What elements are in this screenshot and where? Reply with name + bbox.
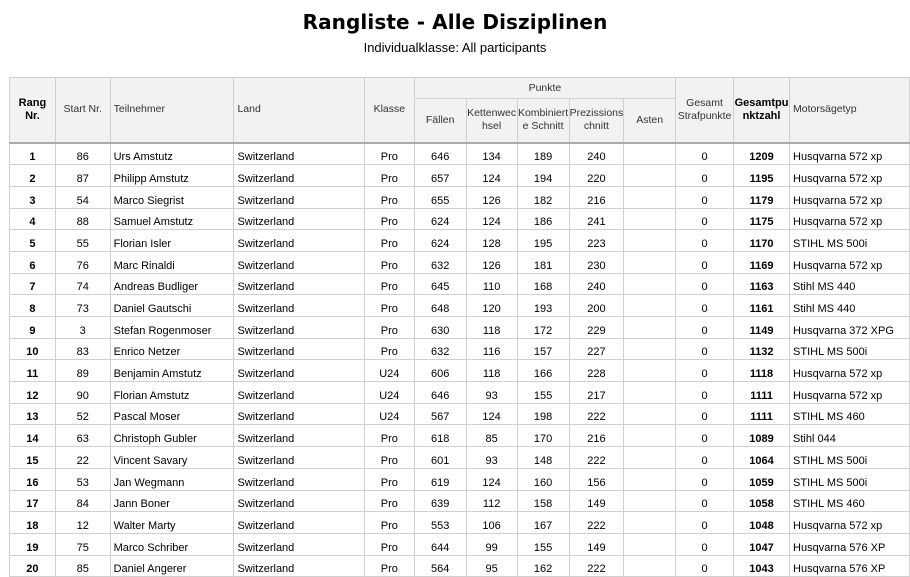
- cell-start-nr: 53: [55, 468, 110, 490]
- cell-land: Switzerland: [234, 295, 364, 317]
- cell-kettenwechsel: 134: [466, 143, 517, 165]
- cell-faellen: 632: [414, 338, 466, 360]
- cell-teilnehmer: Christoph Gubler: [110, 425, 234, 447]
- cell-teilnehmer: Jann Boner: [110, 490, 234, 512]
- cell-klasse: Pro: [364, 186, 414, 208]
- header-rang: Rang Nr.: [10, 78, 56, 143]
- cell-faellen: 567: [414, 403, 466, 425]
- cell-land: Switzerland: [234, 360, 364, 382]
- cell-asten: [624, 382, 676, 404]
- cell-start-nr: 83: [55, 338, 110, 360]
- cell-asten: [624, 490, 676, 512]
- cell-rang: 11: [10, 360, 56, 382]
- table-row: [10, 533, 910, 555]
- cell-teilnehmer: Daniel Angerer: [110, 555, 234, 577]
- cell-rang: 8: [10, 295, 56, 317]
- cell-rang: 20: [10, 555, 56, 577]
- cell-praezisionsschnitt: 240: [569, 273, 624, 295]
- cell-praezisionsschnitt: 220: [569, 165, 624, 187]
- cell-praezisionsschnitt: 217: [569, 382, 624, 404]
- header-land: Land: [234, 78, 364, 143]
- cell-klasse: Pro: [364, 512, 414, 534]
- cell-land: Switzerland: [234, 338, 364, 360]
- cell-klasse: Pro: [364, 338, 414, 360]
- cell-praezisionsschnitt: 241: [569, 208, 624, 230]
- cell-motorsaegetyp: STIHL MS 500i: [790, 447, 910, 469]
- cell-kettenwechsel: 116: [466, 338, 517, 360]
- cell-start-nr: 22: [55, 447, 110, 469]
- cell-kettenwechsel: 106: [466, 512, 517, 534]
- cell-start-nr: 55: [55, 230, 110, 252]
- table-row: [10, 555, 910, 577]
- cell-motorsaegetyp: Husqvarna 572 xp: [790, 186, 910, 208]
- cell-kombinierter-schnitt: 167: [517, 512, 569, 534]
- cell-teilnehmer: Vincent Savary: [110, 447, 234, 469]
- cell-kettenwechsel: 93: [466, 447, 517, 469]
- cell-kombinierter-schnitt: 148: [517, 447, 569, 469]
- cell-rang: 1: [10, 143, 56, 165]
- cell-strafpunkte: 0: [676, 425, 734, 447]
- table-row: [10, 468, 910, 490]
- cell-strafpunkte: 0: [676, 468, 734, 490]
- cell-strafpunkte: 0: [676, 533, 734, 555]
- cell-gesamtpunktzahl: 1195: [734, 165, 790, 187]
- cell-gesamtpunktzahl: 1064: [734, 447, 790, 469]
- cell-klasse: U24: [364, 403, 414, 425]
- cell-teilnehmer: Marco Siegrist: [110, 186, 234, 208]
- cell-klasse: Pro: [364, 447, 414, 469]
- cell-strafpunkte: 0: [676, 273, 734, 295]
- cell-praezisionsschnitt: 227: [569, 338, 624, 360]
- cell-kettenwechsel: 110: [466, 273, 517, 295]
- cell-asten: [624, 251, 676, 273]
- cell-land: Switzerland: [234, 403, 364, 425]
- cell-faellen: 645: [414, 273, 466, 295]
- table-row: [10, 403, 910, 425]
- table-row: [10, 512, 910, 534]
- cell-rang: 15: [10, 447, 56, 469]
- cell-kettenwechsel: 124: [466, 165, 517, 187]
- cell-klasse: Pro: [364, 230, 414, 252]
- cell-asten: [624, 143, 676, 165]
- cell-faellen: 639: [414, 490, 466, 512]
- cell-gesamtpunktzahl: 1161: [734, 295, 790, 317]
- cell-praezisionsschnitt: 228: [569, 360, 624, 382]
- cell-teilnehmer: Pascal Moser: [110, 403, 234, 425]
- cell-praezisionsschnitt: 229: [569, 317, 624, 339]
- cell-gesamtpunktzahl: 1169: [734, 251, 790, 273]
- cell-motorsaegetyp: Husqvarna 572 xp: [790, 251, 910, 273]
- cell-kombinierter-schnitt: 170: [517, 425, 569, 447]
- cell-faellen: 657: [414, 165, 466, 187]
- cell-land: Switzerland: [234, 186, 364, 208]
- cell-kombinierter-schnitt: 155: [517, 382, 569, 404]
- cell-land: Switzerland: [234, 251, 364, 273]
- cell-klasse: Pro: [364, 295, 414, 317]
- cell-strafpunkte: 0: [676, 338, 734, 360]
- cell-motorsaegetyp: Husqvarna 572 xp: [790, 208, 910, 230]
- cell-praezisionsschnitt: 156: [569, 468, 624, 490]
- cell-gesamtpunktzahl: 1059: [734, 468, 790, 490]
- cell-teilnehmer: Stefan Rogenmoser: [110, 317, 234, 339]
- cell-praezisionsschnitt: 223: [569, 230, 624, 252]
- cell-kettenwechsel: 124: [466, 468, 517, 490]
- cell-kettenwechsel: 95: [466, 555, 517, 577]
- cell-asten: [624, 360, 676, 382]
- cell-motorsaegetyp: Husqvarna 572 xp: [790, 165, 910, 187]
- cell-strafpunkte: 0: [676, 403, 734, 425]
- cell-klasse: Pro: [364, 208, 414, 230]
- cell-teilnehmer: Andreas Budliger: [110, 273, 234, 295]
- header-praezisionsschnitt: Prezissions chnitt: [569, 99, 624, 143]
- table-row: [10, 208, 910, 230]
- cell-kombinierter-schnitt: 157: [517, 338, 569, 360]
- cell-strafpunkte: 0: [676, 512, 734, 534]
- cell-strafpunkte: 0: [676, 208, 734, 230]
- cell-faellen: 624: [414, 230, 466, 252]
- cell-kombinierter-schnitt: 198: [517, 403, 569, 425]
- cell-asten: [624, 447, 676, 469]
- cell-motorsaegetyp: STIHL MS 500i: [790, 338, 910, 360]
- cell-start-nr: 73: [55, 295, 110, 317]
- cell-start-nr: 54: [55, 186, 110, 208]
- cell-asten: [624, 208, 676, 230]
- cell-gesamtpunktzahl: 1047: [734, 533, 790, 555]
- cell-faellen: 619: [414, 468, 466, 490]
- cell-kombinierter-schnitt: 194: [517, 165, 569, 187]
- cell-klasse: U24: [364, 382, 414, 404]
- cell-teilnehmer: Enrico Netzer: [110, 338, 234, 360]
- cell-rang: 14: [10, 425, 56, 447]
- cell-motorsaegetyp: Husqvarna 576 XP: [790, 533, 910, 555]
- cell-land: Switzerland: [234, 382, 364, 404]
- cell-asten: [624, 555, 676, 577]
- header-start-nr: Start Nr.: [55, 78, 110, 143]
- cell-kombinierter-schnitt: 162: [517, 555, 569, 577]
- cell-gesamtpunktzahl: 1048: [734, 512, 790, 534]
- cell-motorsaegetyp: Stihl MS 440: [790, 273, 910, 295]
- cell-kettenwechsel: 118: [466, 360, 517, 382]
- cell-kombinierter-schnitt: 195: [517, 230, 569, 252]
- cell-gesamtpunktzahl: 1179: [734, 186, 790, 208]
- table-row: [10, 273, 910, 295]
- table-row: [10, 425, 910, 447]
- cell-start-nr: 3: [55, 317, 110, 339]
- cell-klasse: Pro: [364, 468, 414, 490]
- cell-teilnehmer: Daniel Gautschi: [110, 295, 234, 317]
- cell-faellen: 632: [414, 251, 466, 273]
- cell-gesamtpunktzahl: 1175: [734, 208, 790, 230]
- cell-gesamtpunktzahl: 1089: [734, 425, 790, 447]
- cell-rang: 19: [10, 533, 56, 555]
- cell-faellen: 655: [414, 186, 466, 208]
- cell-strafpunkte: 0: [676, 186, 734, 208]
- cell-kettenwechsel: 99: [466, 533, 517, 555]
- cell-teilnehmer: Urs Amstutz: [110, 143, 234, 165]
- cell-klasse: Pro: [364, 555, 414, 577]
- cell-faellen: 606: [414, 360, 466, 382]
- cell-faellen: 553: [414, 512, 466, 534]
- cell-asten: [624, 338, 676, 360]
- header-klasse: Klasse: [364, 78, 414, 143]
- table-row: [10, 338, 910, 360]
- cell-teilnehmer: Marco Schriber: [110, 533, 234, 555]
- table-row: [10, 165, 910, 187]
- cell-asten: [624, 317, 676, 339]
- cell-praezisionsschnitt: 222: [569, 447, 624, 469]
- cell-teilnehmer: Florian Amstutz: [110, 382, 234, 404]
- cell-gesamtpunktzahl: 1209: [734, 143, 790, 165]
- cell-land: Switzerland: [234, 273, 364, 295]
- cell-praezisionsschnitt: 216: [569, 186, 624, 208]
- cell-strafpunkte: 0: [676, 230, 734, 252]
- cell-motorsaegetyp: Husqvarna 572 xp: [790, 360, 910, 382]
- cell-rang: 3: [10, 186, 56, 208]
- cell-land: Switzerland: [234, 165, 364, 187]
- cell-faellen: 646: [414, 382, 466, 404]
- cell-kombinierter-schnitt: 181: [517, 251, 569, 273]
- cell-kettenwechsel: 93: [466, 382, 517, 404]
- cell-kettenwechsel: 126: [466, 251, 517, 273]
- cell-kombinierter-schnitt: 172: [517, 317, 569, 339]
- cell-teilnehmer: Marc Rinaldi: [110, 251, 234, 273]
- cell-gesamtpunktzahl: 1149: [734, 317, 790, 339]
- cell-asten: [624, 533, 676, 555]
- cell-klasse: Pro: [364, 490, 414, 512]
- cell-asten: [624, 230, 676, 252]
- cell-motorsaegetyp: Stihl 044: [790, 425, 910, 447]
- cell-strafpunkte: 0: [676, 360, 734, 382]
- cell-start-nr: 84: [55, 490, 110, 512]
- table-row: [10, 317, 910, 339]
- cell-teilnehmer: Jan Wegmann: [110, 468, 234, 490]
- cell-kombinierter-schnitt: 166: [517, 360, 569, 382]
- cell-kettenwechsel: 112: [466, 490, 517, 512]
- cell-faellen: 644: [414, 533, 466, 555]
- cell-strafpunkte: 0: [676, 447, 734, 469]
- cell-gesamtpunktzahl: 1118: [734, 360, 790, 382]
- cell-motorsaegetyp: Husqvarna 372 XPG: [790, 317, 910, 339]
- cell-strafpunkte: 0: [676, 143, 734, 165]
- ranking-table: [9, 77, 910, 577]
- cell-motorsaegetyp: Husqvarna 572 xp: [790, 143, 910, 165]
- cell-gesamtpunktzahl: 1132: [734, 338, 790, 360]
- cell-klasse: Pro: [364, 251, 414, 273]
- cell-praezisionsschnitt: 149: [569, 490, 624, 512]
- header-strafpunkte: Gesamt Strafpunkte: [676, 78, 734, 143]
- cell-klasse: Pro: [364, 143, 414, 165]
- table-row: [10, 251, 910, 273]
- cell-rang: 16: [10, 468, 56, 490]
- cell-faellen: 564: [414, 555, 466, 577]
- header-punkte: Punkte: [414, 78, 675, 99]
- cell-kombinierter-schnitt: 189: [517, 143, 569, 165]
- header-asten: Asten: [624, 99, 676, 143]
- cell-kettenwechsel: 126: [466, 186, 517, 208]
- cell-motorsaegetyp: STIHL MS 460: [790, 403, 910, 425]
- cell-asten: [624, 512, 676, 534]
- cell-rang: 7: [10, 273, 56, 295]
- cell-praezisionsschnitt: 216: [569, 425, 624, 447]
- table-row: [10, 143, 910, 165]
- cell-rang: 18: [10, 512, 56, 534]
- cell-kombinierter-schnitt: 182: [517, 186, 569, 208]
- cell-strafpunkte: 0: [676, 555, 734, 577]
- cell-praezisionsschnitt: 222: [569, 512, 624, 534]
- cell-faellen: 648: [414, 295, 466, 317]
- cell-kettenwechsel: 128: [466, 230, 517, 252]
- cell-rang: 17: [10, 490, 56, 512]
- cell-gesamtpunktzahl: 1058: [734, 490, 790, 512]
- cell-land: Switzerland: [234, 425, 364, 447]
- cell-start-nr: 88: [55, 208, 110, 230]
- cell-motorsaegetyp: Husqvarna 572 xp: [790, 512, 910, 534]
- cell-klasse: Pro: [364, 533, 414, 555]
- cell-praezisionsschnitt: 240: [569, 143, 624, 165]
- cell-klasse: Pro: [364, 273, 414, 295]
- cell-start-nr: 76: [55, 251, 110, 273]
- table-row: [10, 447, 910, 469]
- header-faellen: Fällen: [414, 99, 466, 143]
- cell-land: Switzerland: [234, 447, 364, 469]
- cell-start-nr: 12: [55, 512, 110, 534]
- cell-praezisionsschnitt: 149: [569, 533, 624, 555]
- cell-teilnehmer: Florian Isler: [110, 230, 234, 252]
- cell-asten: [624, 403, 676, 425]
- cell-motorsaegetyp: Husqvarna 576 XP: [790, 555, 910, 577]
- cell-praezisionsschnitt: 222: [569, 555, 624, 577]
- cell-strafpunkte: 0: [676, 295, 734, 317]
- cell-start-nr: 74: [55, 273, 110, 295]
- cell-gesamtpunktzahl: 1163: [734, 273, 790, 295]
- cell-gesamtpunktzahl: 1111: [734, 403, 790, 425]
- cell-gesamtpunktzahl: 1111: [734, 382, 790, 404]
- cell-faellen: 624: [414, 208, 466, 230]
- ranking-rows: [10, 143, 910, 577]
- cell-kettenwechsel: 124: [466, 403, 517, 425]
- cell-start-nr: 89: [55, 360, 110, 382]
- cell-start-nr: 52: [55, 403, 110, 425]
- cell-kettenwechsel: 85: [466, 425, 517, 447]
- cell-faellen: 630: [414, 317, 466, 339]
- cell-teilnehmer: Walter Marty: [110, 512, 234, 534]
- header-motorsaegetyp: Motorsägetyp: [790, 78, 910, 143]
- header-teilnehmer: Teilnehmer: [110, 78, 234, 143]
- cell-rang: 10: [10, 338, 56, 360]
- cell-start-nr: 85: [55, 555, 110, 577]
- cell-rang: 9: [10, 317, 56, 339]
- header-gesamtpunktzahl: Gesamtpu nktzahl: [734, 78, 790, 143]
- table-row: [10, 186, 910, 208]
- header-kombinierter-schnitt: Kombiniert e Schnitt: [517, 99, 569, 143]
- cell-faellen: 646: [414, 143, 466, 165]
- cell-rang: 12: [10, 382, 56, 404]
- cell-klasse: Pro: [364, 317, 414, 339]
- cell-strafpunkte: 0: [676, 490, 734, 512]
- cell-praezisionsschnitt: 230: [569, 251, 624, 273]
- cell-motorsaegetyp: STIHL MS 500i: [790, 230, 910, 252]
- cell-land: Switzerland: [234, 230, 364, 252]
- cell-land: Switzerland: [234, 490, 364, 512]
- cell-start-nr: 86: [55, 143, 110, 165]
- cell-teilnehmer: Philipp Amstutz: [110, 165, 234, 187]
- cell-kombinierter-schnitt: 160: [517, 468, 569, 490]
- cell-start-nr: 75: [55, 533, 110, 555]
- cell-kettenwechsel: 118: [466, 317, 517, 339]
- cell-praezisionsschnitt: 222: [569, 403, 624, 425]
- cell-klasse: U24: [364, 360, 414, 382]
- cell-motorsaegetyp: Stihl MS 440: [790, 295, 910, 317]
- table-row: [10, 295, 910, 317]
- cell-start-nr: 90: [55, 382, 110, 404]
- cell-praezisionsschnitt: 200: [569, 295, 624, 317]
- cell-rang: 2: [10, 165, 56, 187]
- cell-asten: [624, 468, 676, 490]
- cell-kombinierter-schnitt: 193: [517, 295, 569, 317]
- table-row: [10, 382, 910, 404]
- cell-land: Switzerland: [234, 317, 364, 339]
- cell-kombinierter-schnitt: 155: [517, 533, 569, 555]
- cell-faellen: 601: [414, 447, 466, 469]
- cell-gesamtpunktzahl: 1170: [734, 230, 790, 252]
- cell-motorsaegetyp: STIHL MS 460: [790, 490, 910, 512]
- cell-land: Switzerland: [234, 533, 364, 555]
- table-row: [10, 360, 910, 382]
- cell-gesamtpunktzahl: 1043: [734, 555, 790, 577]
- cell-rang: 4: [10, 208, 56, 230]
- header-kettenwechsel: Kettenwec hsel: [466, 99, 517, 143]
- cell-land: Switzerland: [234, 208, 364, 230]
- cell-strafpunkte: 0: [676, 317, 734, 339]
- cell-rang: 5: [10, 230, 56, 252]
- cell-strafpunkte: 0: [676, 165, 734, 187]
- cell-faellen: 618: [414, 425, 466, 447]
- cell-klasse: Pro: [364, 165, 414, 187]
- table-row: [10, 230, 910, 252]
- cell-asten: [624, 425, 676, 447]
- cell-rang: 6: [10, 251, 56, 273]
- cell-kombinierter-schnitt: 186: [517, 208, 569, 230]
- cell-strafpunkte: 0: [676, 251, 734, 273]
- cell-klasse: Pro: [364, 425, 414, 447]
- cell-teilnehmer: Benjamin Amstutz: [110, 360, 234, 382]
- cell-kombinierter-schnitt: 168: [517, 273, 569, 295]
- cell-start-nr: 87: [55, 165, 110, 187]
- cell-land: Switzerland: [234, 512, 364, 534]
- cell-motorsaegetyp: Husqvarna 572 xp: [790, 382, 910, 404]
- cell-kettenwechsel: 120: [466, 295, 517, 317]
- cell-asten: [624, 295, 676, 317]
- cell-kettenwechsel: 124: [466, 208, 517, 230]
- cell-asten: [624, 273, 676, 295]
- page-title: Rangliste - Alle Disziplinen: [302, 10, 608, 34]
- cell-rang: 13: [10, 403, 56, 425]
- cell-asten: [624, 186, 676, 208]
- page-subtitle: Individualklasse: All participants: [363, 40, 547, 55]
- cell-start-nr: 63: [55, 425, 110, 447]
- cell-motorsaegetyp: STIHL MS 500i: [790, 468, 910, 490]
- cell-kombinierter-schnitt: 158: [517, 490, 569, 512]
- cell-land: Switzerland: [234, 555, 364, 577]
- cell-asten: [624, 165, 676, 187]
- cell-land: Switzerland: [234, 143, 364, 165]
- cell-teilnehmer: Samuel Amstutz: [110, 208, 234, 230]
- cell-strafpunkte: 0: [676, 382, 734, 404]
- table-row: [10, 490, 910, 512]
- cell-land: Switzerland: [234, 468, 364, 490]
